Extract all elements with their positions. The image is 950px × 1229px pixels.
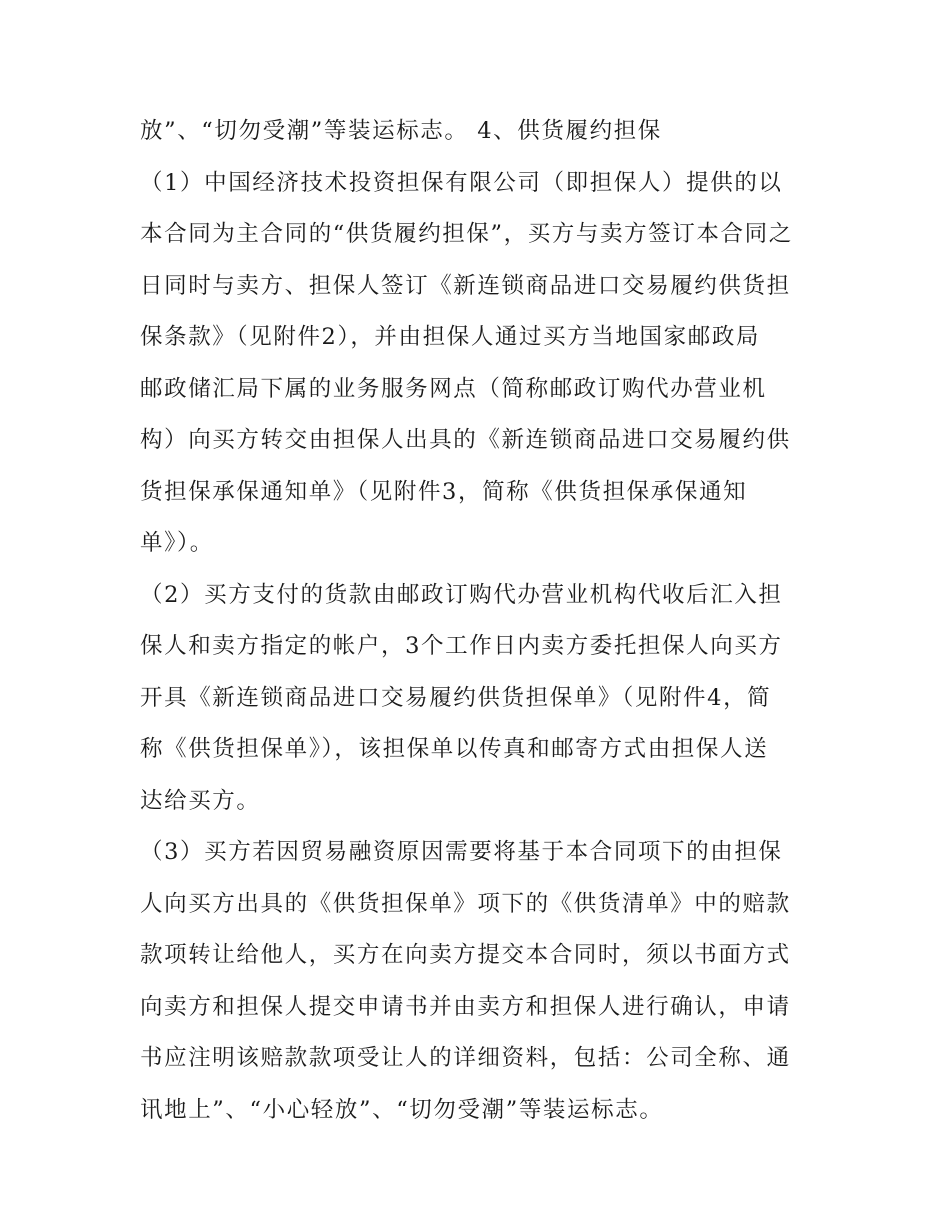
text-line: 保人和卖方指定的帐户，3个工作日内卖方委托担保人向买方: [140, 633, 783, 659]
text-line: 本合同为主合同的“供货履约担保”，买方与卖方签订本合同之: [140, 221, 793, 247]
text-line: 单》）。: [140, 530, 214, 556]
text-line: （1）中国经济技术投资担保有限公司（即担保人）提供的以: [140, 169, 783, 196]
text-line: 向卖方和担保人提交申请书并由卖方和担保人进行确认，申请: [140, 993, 791, 1020]
text-line: 构）向买方转交由担保人出具的《新连锁商品进口交易履约供: [140, 427, 791, 453]
text-line: 开具《新连锁商品进口交易履约供货担保单》（见附件4，简: [140, 684, 772, 711]
text-line: 称《供货担保单》），该担保单以传真和邮寄方式由担保人送: [140, 736, 769, 762]
text-line: 货担保承保通知单》（见附件3，简称《供货担保承保通知: [140, 478, 748, 505]
text-line: 款项转让给他人，买方在向卖方提交本合同时，须以书面方式: [140, 942, 791, 968]
text-line: （3）买方若因贸易融资原因需要将基于本合同项下的由担保: [140, 839, 783, 865]
text-line: 放”、“切勿受潮”等装运标志。 4、供货履约担保: [140, 118, 662, 144]
document-body: [140, 106, 820, 1136]
text-line: 讯地上”、“小心轻放”、“切勿受潮”等装运标志。: [140, 1096, 664, 1123]
text-line: 达给买方。: [140, 787, 261, 814]
text-line: 保条款》（见附件2），并由担保人通过买方当地国家邮政局: [140, 324, 761, 350]
text-line: 人向买方出具的《供货担保单》项下的《供货清单》中的赔款: [140, 890, 791, 917]
text-line: 书应注明该赔款款项受让人的详细资料，包括：公司全称、通: [140, 1045, 791, 1071]
text-line: 邮政储汇局下属的业务服务网点（简称邮政订购代办营业机: [140, 375, 767, 402]
text-line: 日同时与卖方、担保人签订《新连锁商品进口交易履约供货担: [140, 272, 791, 299]
text-line: （2）买方支付的货款由邮政订购代办营业机构代收后汇入担: [140, 581, 783, 608]
